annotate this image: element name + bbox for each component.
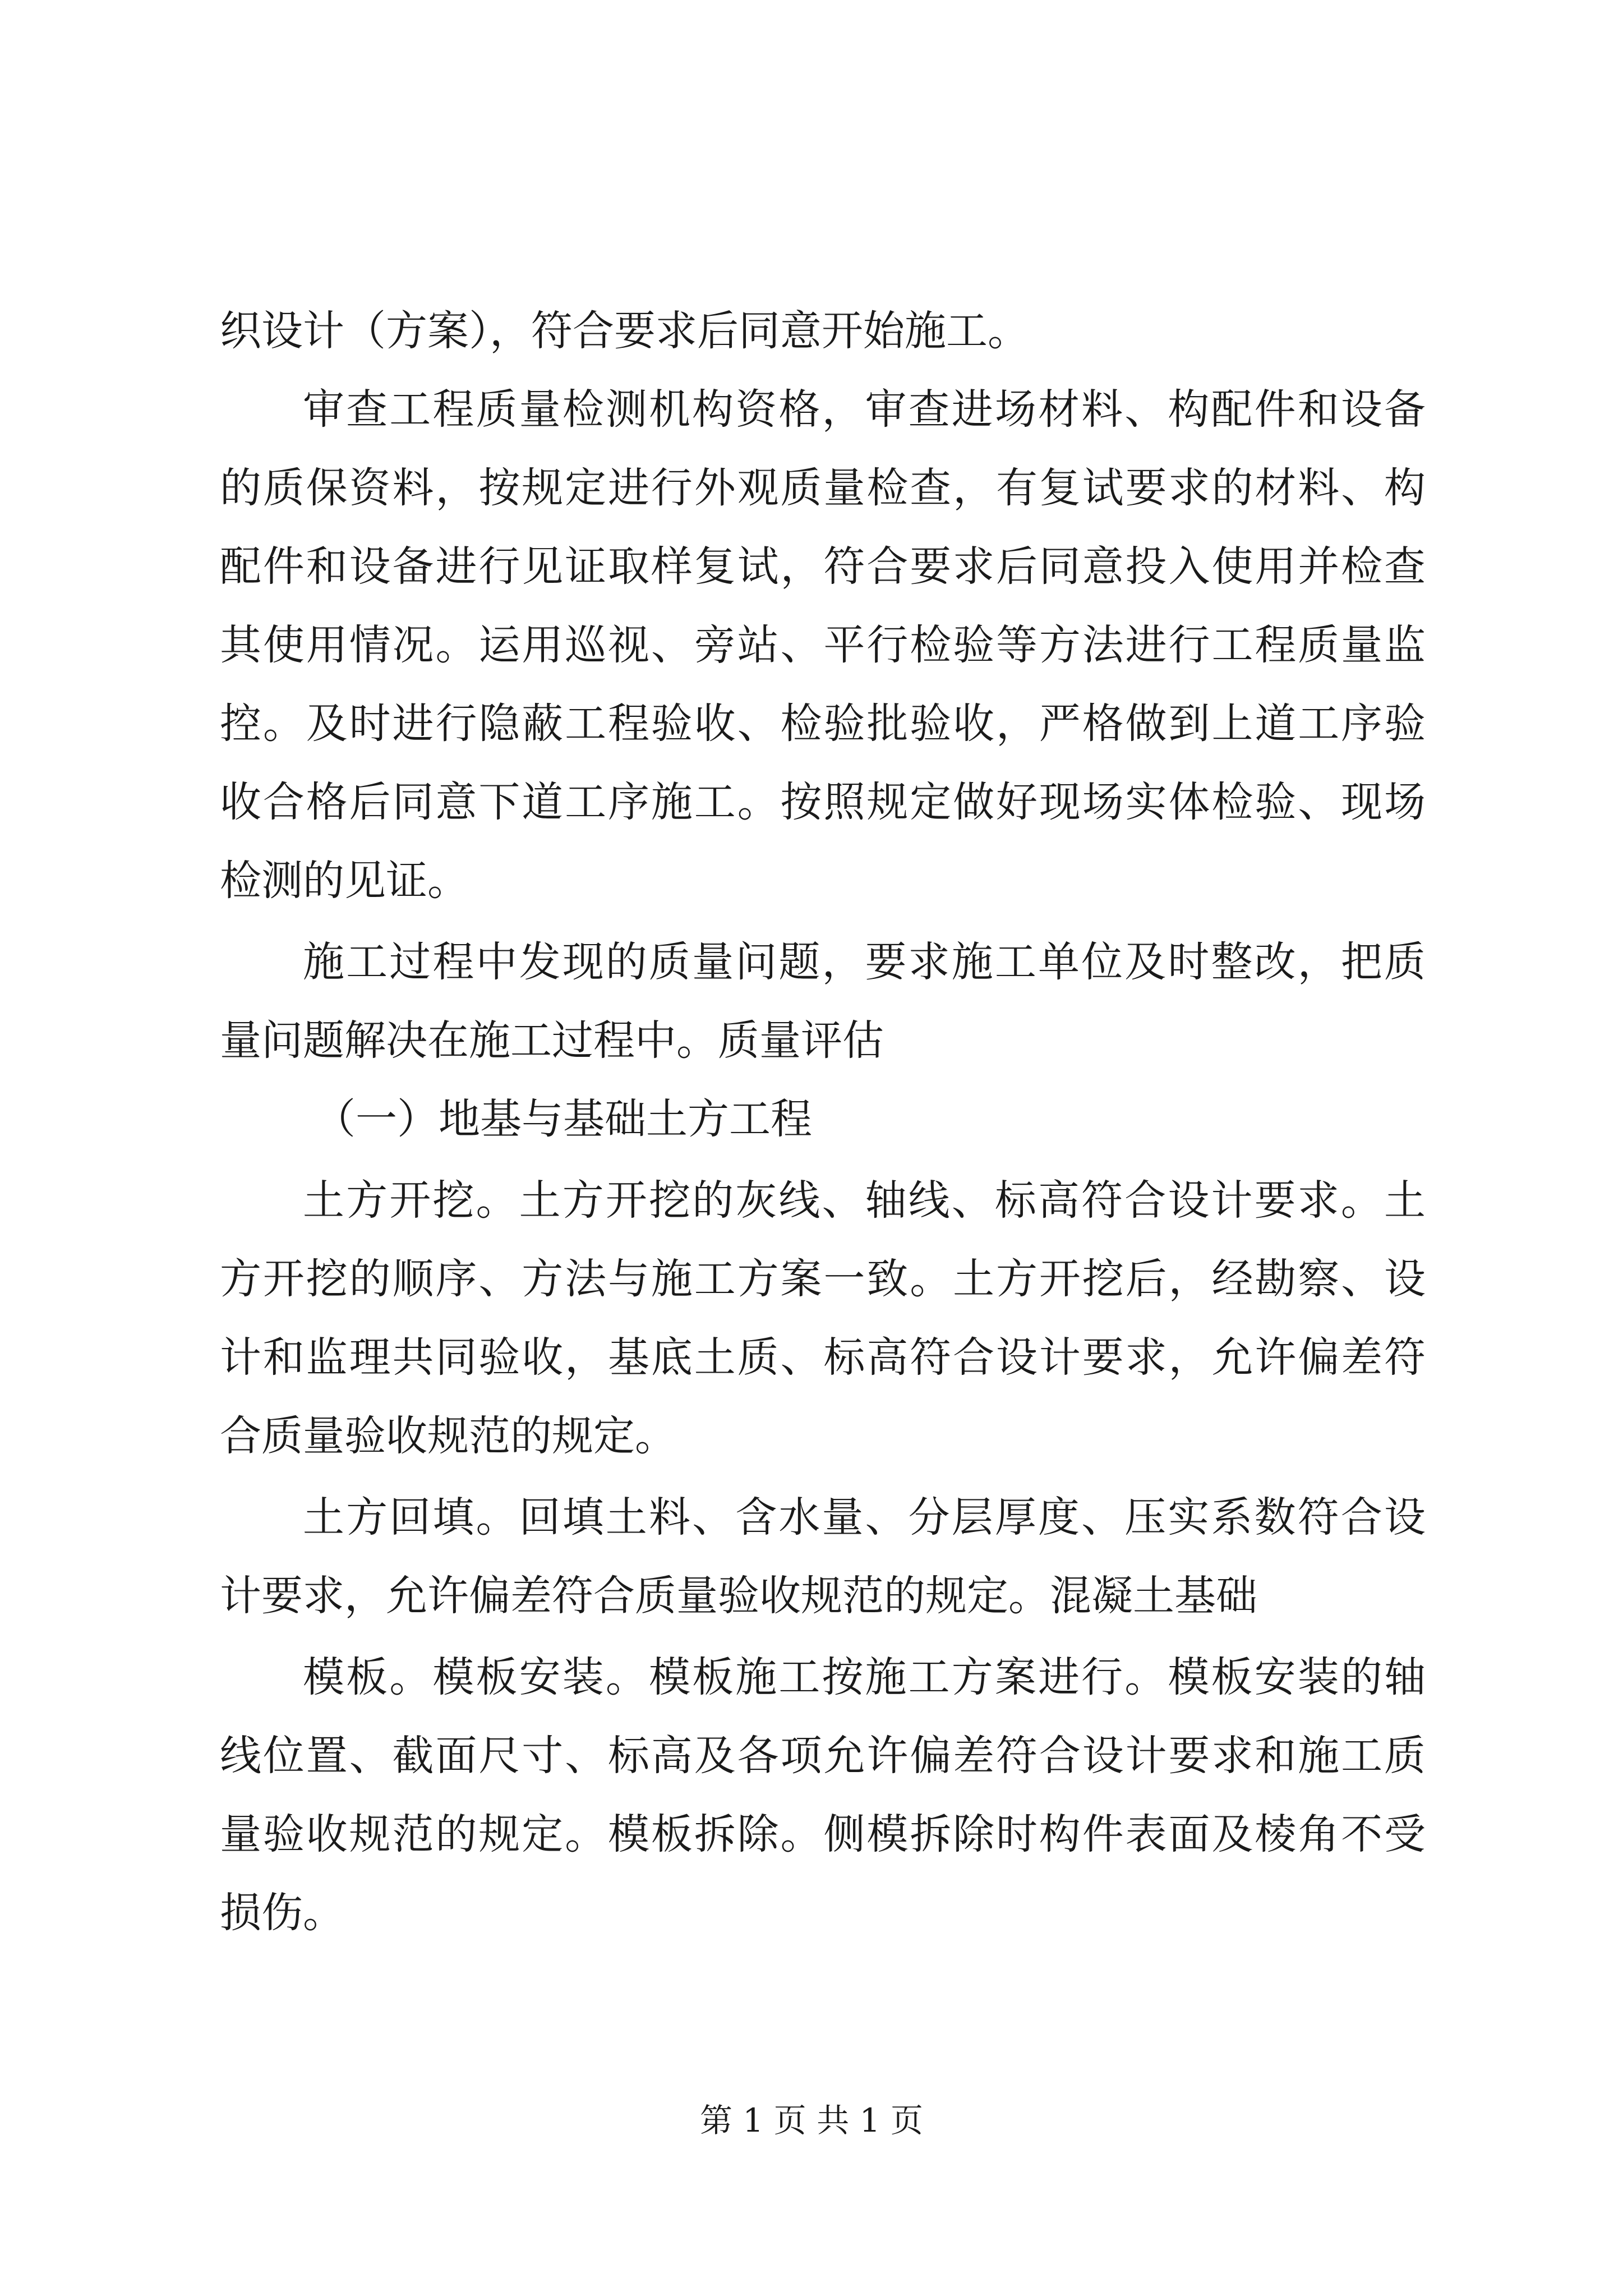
paragraph-line: 合质量验收规范的规定。: [220, 1412, 676, 1460]
paragraph-line: 土方开挖。土方开挖的灰线、轴线、标高符合设计要求。土: [303, 1176, 1426, 1225]
paragraph-line: 收合格后同意下道工序施工。按照规定做好现场实体检验、现场: [220, 778, 1426, 826]
paragraph-line: 计和监理共同验收，基底土质、标高符合设计要求，允许偏差符: [220, 1333, 1426, 1382]
paragraph-line: 控。及时进行隐蔽工程验收、检验批验收，严格做到上道工序验: [220, 700, 1426, 748]
paragraph-line: 检测的见证。: [220, 857, 469, 905]
paragraph-line: 土方回填。回填土料、含水量、分层厚度、压实系数符合设: [303, 1493, 1426, 1542]
paragraph-line: 线位置、截面尺寸、标高及各项允许偏差符合设计要求和施工质: [220, 1732, 1426, 1780]
paragraph-line: 的质保资料，按规定进行外观质量检查，有复试要求的材料、构: [220, 464, 1426, 512]
paragraph-line: 损伤。: [220, 1889, 344, 1937]
paragraph-line: 模板。模板安装。模板施工按施工方案进行。模板安装的轴: [303, 1653, 1426, 1701]
section-heading: （一）地基与基础土方工程: [314, 1095, 812, 1143]
paragraph-line: 方开挖的顺序、方法与施工方案一致。土方开挖后，经勘察、设: [220, 1255, 1426, 1303]
paragraph-line: 审查工程质量检测机构资格，审查进场材料、构配件和设备: [303, 385, 1426, 434]
paragraph-line: 量问题解决在施工过程中。质量评估: [220, 1016, 884, 1065]
paragraph-line: 量验收规范的规定。模板拆除。侧模拆除时构件表面及棱角不受: [220, 1810, 1426, 1858]
paragraph-line: 施工过程中发现的质量问题，要求施工单位及时整改，把质: [303, 938, 1426, 986]
paragraph-line: 配件和设备进行见证取样复试，符合要求后同意投入使用并检查: [220, 542, 1426, 591]
page-footer: 第 1 页 共 1 页: [700, 2101, 923, 2139]
paragraph-line: 其使用情况。运用巡视、旁站、平行检验等方法进行工程质量监: [220, 621, 1426, 669]
paragraph-line: 计要求，允许偏差符合质量验收规范的规定。混凝土基础: [220, 1572, 1257, 1620]
paragraph-line: 织设计（方案），符合要求后同意开始施工。: [220, 307, 1029, 355]
